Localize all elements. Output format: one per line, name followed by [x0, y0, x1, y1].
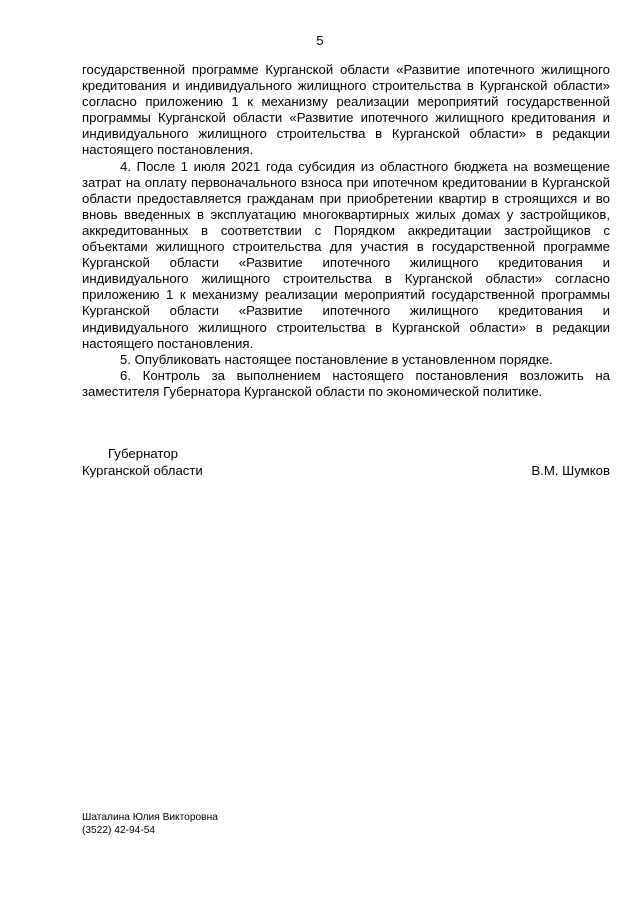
paragraph-item-5: 5. Опубликовать настоящее постановление в установленном порядке. — [120, 351, 553, 367]
signature-block — [82, 446, 610, 480]
paragraph-continuation: государственной программе Курганской области «Развитие ипотечного жилищного кредитования и индивидуального жилищного строительства в Курганской области» согласно приложению 1 к механизму реализации мероприятий государственной программы Курганской области «Развитие ипотечного жилищного кредитования и индивидуального жилищного строительства в Курганской области» в редакции настоящего постановления. — [82, 62, 610, 158]
signatory-position-title: Губернатор — [108, 446, 178, 461]
paragraph-item-4: 4. После 1 июля 2021 года субсидия из областного бюджета на возмещение затрат на оплату первоначального взноса при ипотечном кредитовании в Курганской области предоставляется гражданам при приобретении квартир в строящихся и во вновь введенных в эксплуатацию многоквартирных жилых домах у застройщиков, аккредитованных в соответствии с Порядком аккредитации застройщиков с объектами жилищного строительства для участия в государственной программе Курганской области «Развитие ипотечного жилищного кредитования и индивидуального жилищного строительства в Курганской области» согласно приложению 1 к механизму реализации мероприятий государственной программы Курганской области «Развитие ипотечного жилищного кредитования и индивидуального жилищного строительства в Курганской области» в редакции настоящего постановления. — [82, 158, 610, 351]
executor-info — [82, 811, 218, 837]
paragraph-item-6: 6. Контроль за выполнением настоящего постановления возложить на заместителя Губернатора Курганской области по экономической политике. — [82, 367, 610, 399]
page-number: 5 — [316, 33, 324, 48]
signatory-position-region: Курганской области — [82, 462, 203, 478]
signatory-name: В.М. Шумков — [531, 462, 610, 478]
document-body — [82, 62, 610, 400]
executor-name: Шаталина Юлия Викторовна — [82, 812, 218, 823]
executor-phone: (3522) 42-94-54 — [82, 825, 156, 836]
